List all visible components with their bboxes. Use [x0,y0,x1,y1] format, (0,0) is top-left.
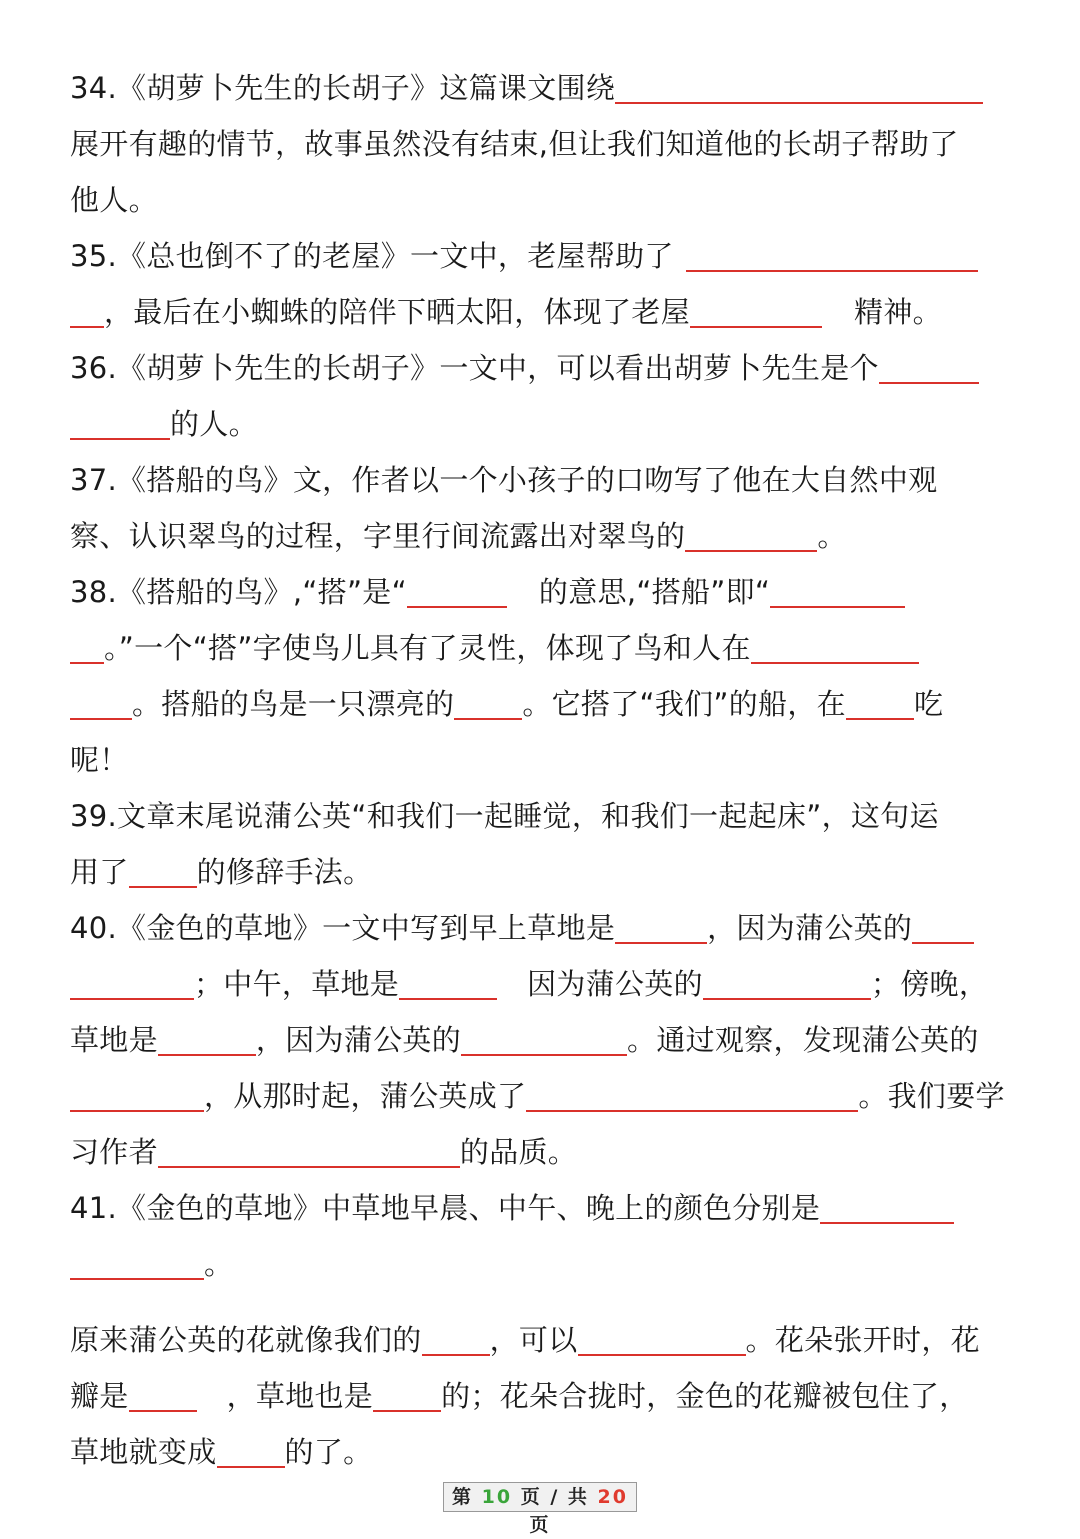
answer-blank[interactable] [615,904,707,944]
answer-blank[interactable] [461,1016,627,1056]
answer-blank[interactable] [912,904,974,944]
answer-blank[interactable] [770,568,905,608]
answer-blank[interactable] [158,1128,460,1168]
answer-blank[interactable] [703,960,871,1000]
q34-line-1: 34.《胡萝卜先生的长胡子》这篇课文围绕 [70,60,1015,116]
q36-line-2: 的人。 [70,396,1015,452]
answer-blank[interactable] [751,624,919,664]
total-page-number: 20 [597,1486,628,1508]
answer-blank[interactable] [846,680,914,720]
q40-line-2: ；中午，草地是 因为蒲公英的 ；傍晚， [70,956,1015,1012]
answer-blank[interactable] [422,1316,490,1356]
q37-line-1: 37.《搭船的鸟》文，作者以一个小孩子的口吻写了他在大自然中观 [70,463,938,497]
answer-blank[interactable] [690,288,822,328]
page-counter: 第 10 页 / 共 20 页 [443,1482,637,1512]
answer-blank[interactable] [686,232,978,272]
answer-blank[interactable] [129,1372,197,1412]
answer-blank[interactable] [578,1316,746,1356]
q39-line-2: 用了 的修辞手法。 [70,844,1015,900]
answer-blank[interactable] [615,64,983,104]
answer-blank[interactable] [454,680,522,720]
answer-blank[interactable] [685,512,817,552]
q39-line-1: 39.文章末尾说蒲公英“和我们一起睡觉，和我们一起起床”，这句运 [70,799,939,833]
current-page-number: 10 [481,1486,513,1508]
answer-blank[interactable] [70,624,104,664]
answer-blank[interactable] [879,344,979,384]
question-list [70,60,1015,1480]
q41-line-2: 。 [70,1236,1015,1292]
q40-line-3: 草地是 ，因为蒲公英的 。通过观察，发现蒲公英的 [70,1012,1015,1068]
q37-line-2: 察、认识翠鸟的过程，字里行间流露出对翠鸟的 。 [70,508,1015,564]
q35-line-2: ，最后在小蜘蛛的陪伴下晒太阳，体现了老屋 精神。 [70,284,1015,340]
extra-line-1: 原来蒲公英的花就像我们的 ，可以 。花朵张开时，花 [70,1312,1015,1368]
answer-blank[interactable] [70,288,104,328]
q34-line-3: 他人。 [70,183,158,217]
q35-line-1: 35.《总也倒不了的老屋》一文中，老屋帮助了 [70,228,1015,284]
q40-line-5: 习作者 的品质。 [70,1124,1015,1180]
answer-blank[interactable] [526,1072,858,1112]
q38-line-4: 呢！ [70,743,129,777]
q36-line-1: 36.《胡萝卜先生的长胡子》一文中，可以看出胡萝卜先生是个 [70,340,1015,396]
answer-blank[interactable] [820,1184,954,1224]
q34-line-2: 展开有趣的情节，故事虽然没有结束,但让我们知道他的长胡子帮助了 [70,127,959,161]
answer-blank[interactable] [399,960,497,1000]
q40-line-1: 40.《金色的草地》一文中写到早上草地是 ，因为蒲公英的 [70,900,1015,956]
answer-blank[interactable] [70,680,132,720]
answer-blank[interactable] [70,960,194,1000]
q38-line-2: 。”一个“搭”字使鸟儿具有了灵性，体现了鸟和人在 [70,620,1015,676]
answer-blank[interactable] [70,1240,204,1280]
q40-line-4: ，从那时起，蒲公英成了 。我们要学 [70,1068,1015,1124]
extra-line-2: 瓣是 ，草地也是 的；花朵合拢时，金色的花瓣被包住了， [70,1368,1015,1424]
q41-line-1: 41.《金色的草地》中草地早晨、中午、晚上的颜色分别是 [70,1180,1015,1236]
answer-blank[interactable] [407,568,507,608]
answer-blank[interactable] [217,1428,285,1468]
q38-line-3: 。搭船的鸟是一只漂亮的 。它搭了“我们”的船，在 吃 [70,676,1015,732]
answer-blank[interactable] [373,1372,441,1412]
answer-blank[interactable] [70,1072,204,1112]
answer-blank[interactable] [129,848,197,888]
q38-line-1: 38.《搭船的鸟》,“搭”是“ 的意思,“搭船”即“ [70,564,1015,620]
answer-blank[interactable] [70,400,170,440]
answer-blank[interactable] [158,1016,256,1056]
extra-line-3: 草地就变成 的了。 [70,1424,1015,1480]
